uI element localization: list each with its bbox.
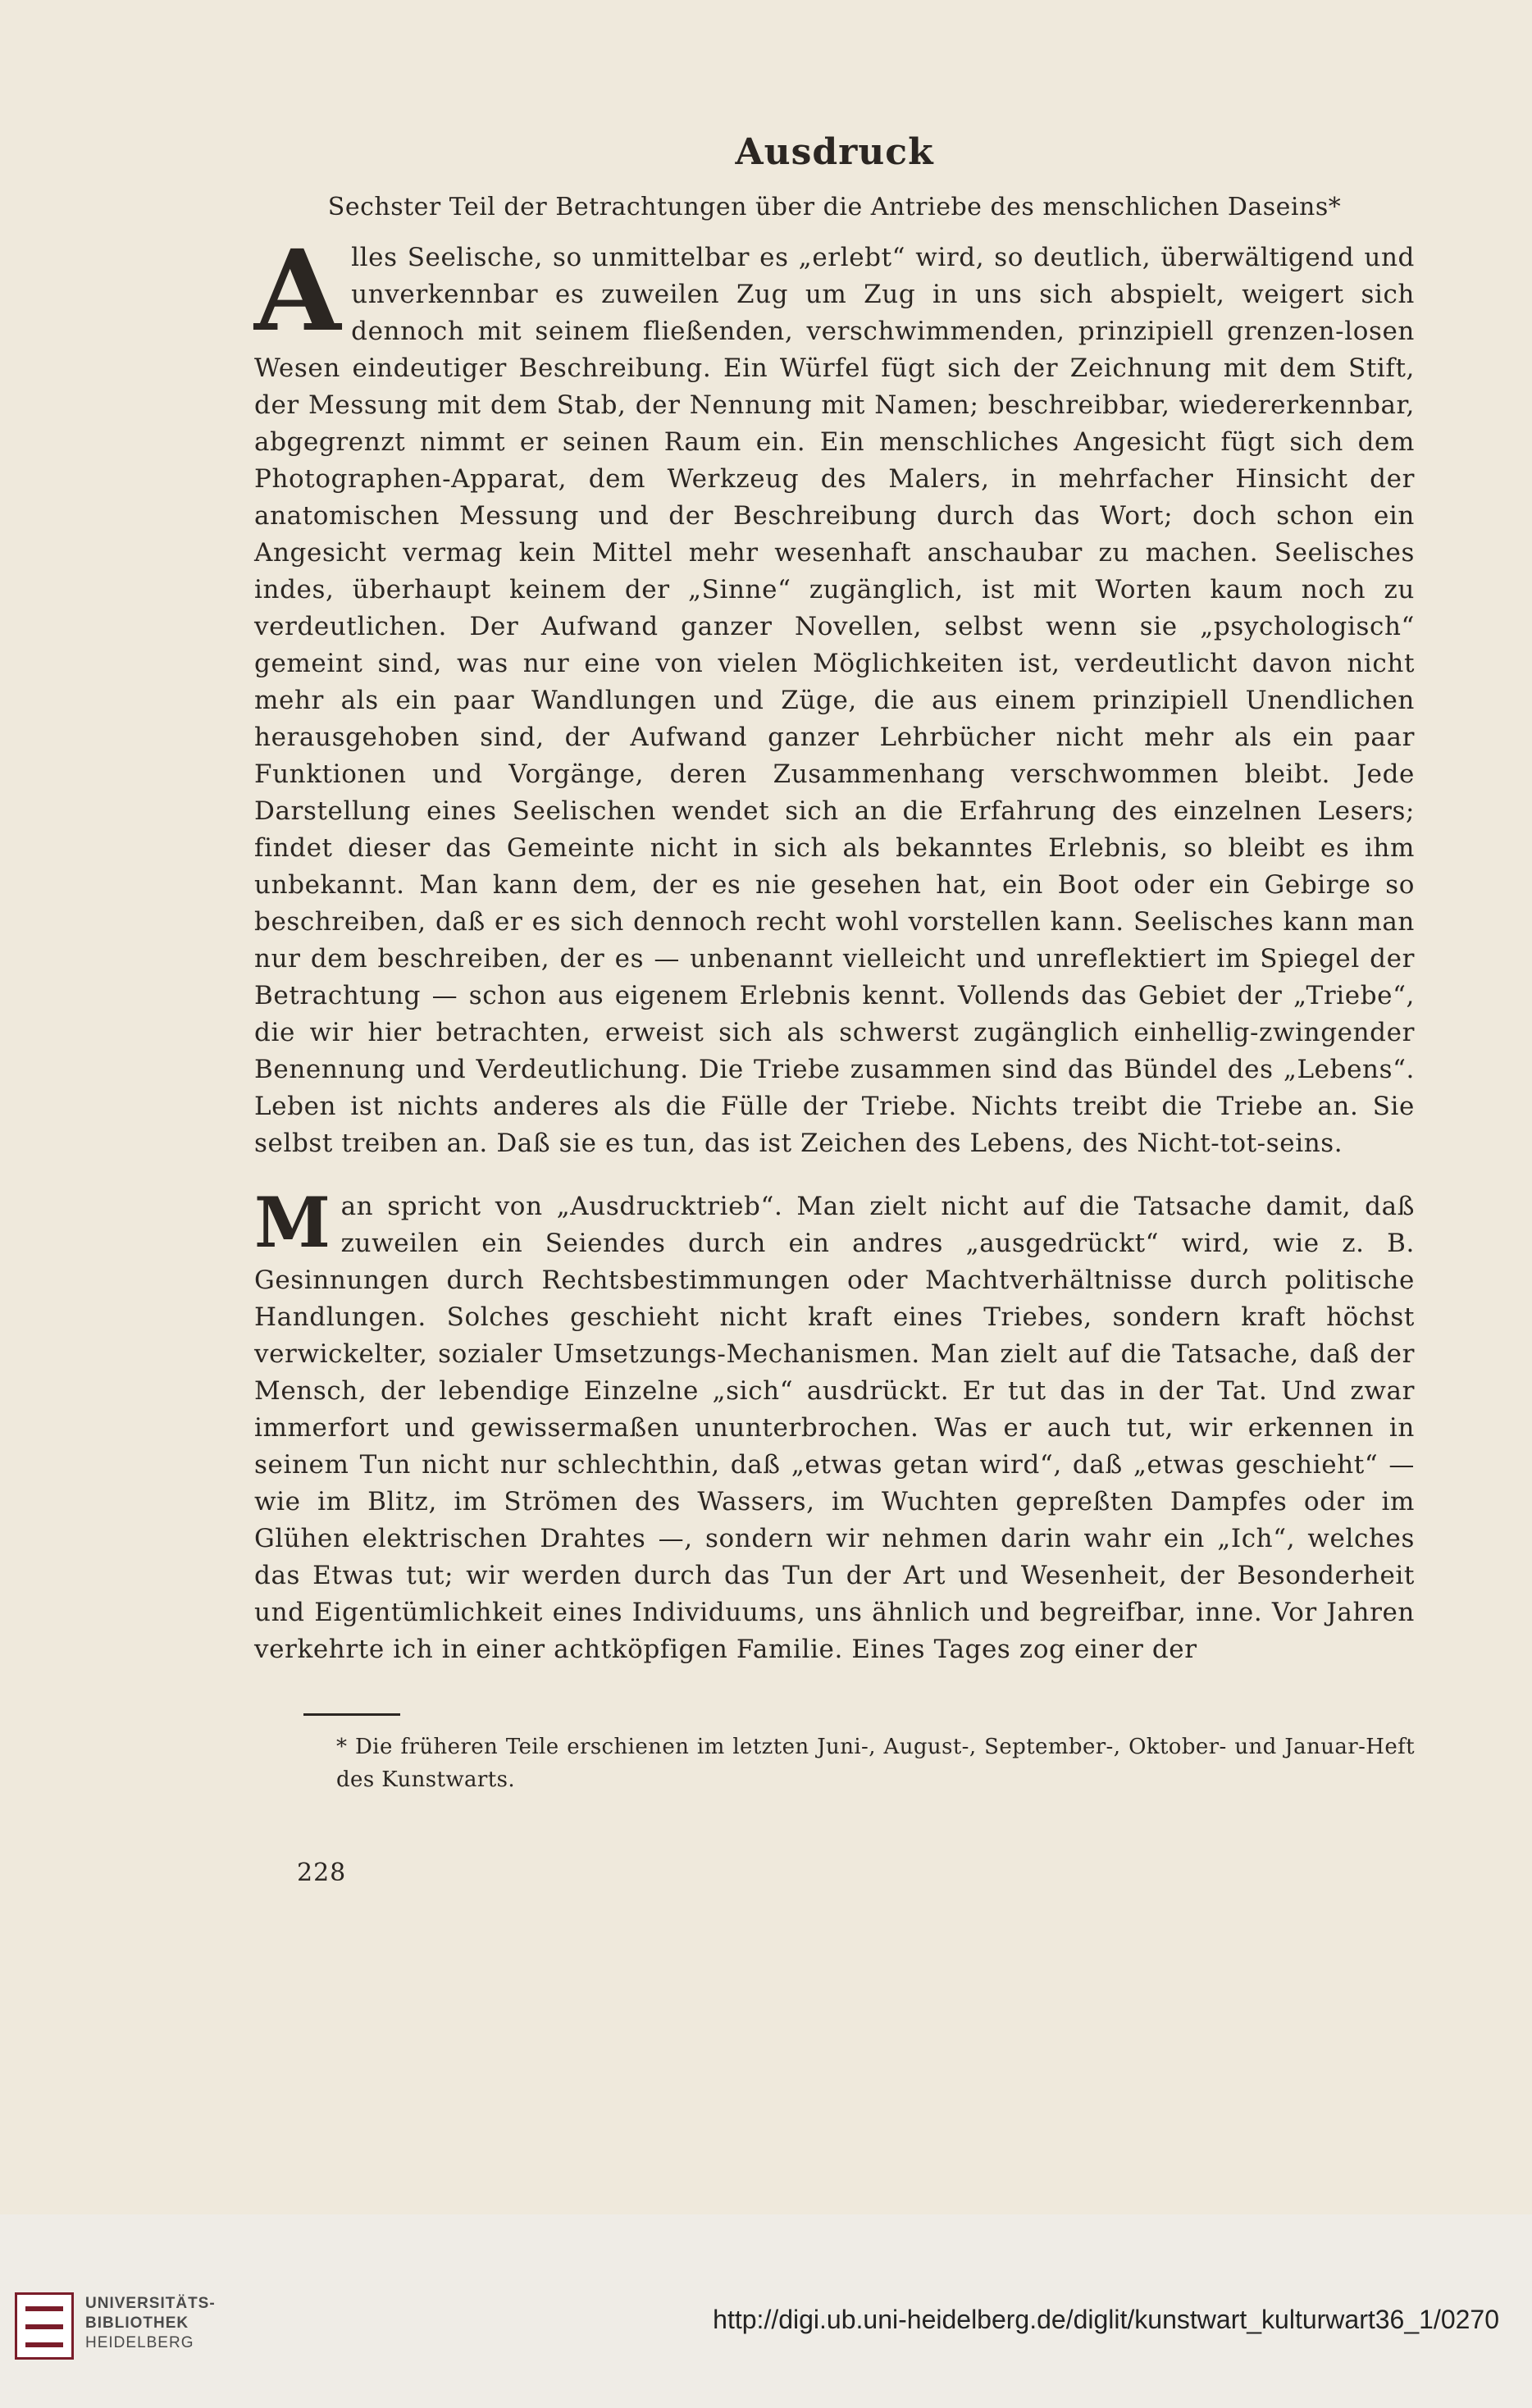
library-logo-icon[interactable] [15,2292,74,2360]
source-url-link[interactable]: http://digi.ub.uni-heidelberg.de/diglit/kunstwart_kulturwart36_1/0270 [713,2305,1499,2334]
footnote: * Die früheren Teile erschienen im letzten Juni-, August-, September-, Oktober- und Januar-Heft des Kunstwarts. [336,1735,1415,1792]
drop-cap-initial: M [254,1182,331,1263]
paragraph-text: lles Seelische, so unmittelbar es „erlebt“ wird, so deutlich, überwältigend und unverkennbar es zuweilen Zug um Zug in uns sich abspielt, weigert sich dennoch mit seinem fließenden, verschwimmenden, prinzipiell grenzen-losen Wesen eindeutiger Beschreibung. Ein Würfel fügt sich der Zeichnung mit dem Stift, der Messung mit dem Stab, der Nennung mit Namen; beschreibbar, wiedererkennbar, abgegrenzt nimmt er seinen Raum ein. Ein menschliches Angesicht fügt sich dem Photographen-Apparat, dem Werkzeug des Malers, in mehrfacher Hinsicht der anatomischen Messung und der Beschreibung durch das Wort; doch schon ein Angesicht vermag kein Mittel mehr wesenhaft anschaubar zu machen. Seelisches indes, überhaupt keinem der „Sinne“ zugänglich, ist mit Worten kaum noch zu verdeutlichen. Der Aufwand ganzer Novellen, selbst wenn sie „psychologisch“ gemeint sind, was nur eine von vielen Möglichkeiten ist, verdeutlicht davon nicht mehr als ein paar Wandlungen und Züge, die aus einem prinzipiell Unendlichen herausgehoben sind, der Aufwand ganzer Lehrbücher nicht mehr als ein paar Funktionen und Vorgänge, deren Zusammenhang verschwommen bleibt. Jede Darstellung eines Seelischen wendet sich an die Erfahrung des einzelnen Lesers; findet dieser das Gemeinte nicht in sich als bekanntes Erlebnis, so bleibt es ihm unbekannt. Man kann dem, der es nie gesehen hat, ein Boot oder ein Gebirge so beschreiben, daß er es sich dennoch recht wohl vorstellen kann. Seelisches kann man nur dem beschreiben, der es — unbenannt vielleicht und unreflektiert im Spiegel der Betrachtung — schon aus eigenem Erlebnis kennt. Vollends das Gebiet der „Triebe“, die wir hier betrachten, erweist sich als schwerst zugänglich einhellig-zwingender Benennung und Verdeutlichung. Die Triebe zusammen sind das Bündel des „Lebens“. Leben ist nichts anderes als die Fülle der Triebe. Nichts treibt die Triebe an. Sie selbst treiben an. Daß sie es tun, das ist Zeichen des Lebens, des Nicht-tot-seins. [254,243,1415,1158]
paragraph-text: an spricht von „Ausdrucktrieb“. Man zielt nicht auf die Tatsache damit, daß zuweilen ein Seiendes durch ein andres „ausgedrückt“ wird, wie z. B. Gesinnungen durch Rechtsbestimmungen oder Machtverhältnisse durch politische Handlungen. Solches geschieht nicht kraft eines Triebes, sondern kraft höchst verwickelter, sozialer Umsetzungs-Mechanismen. Man zielt auf die Tatsache, daß der Mensch, der lebendige Einzelne „sich“ ausdrückt. Er tut das in der Tat. Und zwar immerfort und gewissermaßen ununterbrochen. Was er auch tut, wir erkennen in seinem Tun nicht nur schlechthin, daß „etwas getan wird“, daß „etwas geschieht“ — wie im Blitz, im Strömen des Wassers, im Wuchten gepreßten Dampfes oder im Glühen elektrischen Drahtes —, sondern wir nehmen darin wahr ein „Ich“, welches das Etwas tut; wir werden durch das Tun der Art und Wesenheit, der Besonderheit und Eigentümlichkeit eines Individuums, uns ähnlich und begreifbar, inne. Vor Jahren verkehrte ich in einer achtköpfigen Familie. Eines Tages zog einer der [254,1192,1415,1664]
footnote-rule [303,1713,400,1716]
library-name-line: UNIVERSITÄTS- [85,2295,216,2312]
library-name-line: BIBLIOTHEK [85,2315,189,2332]
paragraph-2 [254,1182,1415,1668]
drop-cap-initial: A [254,226,342,357]
article-title: Ausdruck [735,131,934,173]
library-name-line: HEIDELBERG [85,2334,194,2351]
article-subtitle: Sechster Teil der Betrachtungen über die Antriebe des menschlichen Daseins* [327,193,1342,221]
page-number: 228 [297,1858,347,1887]
page-content [254,131,1415,1887]
library-name [85,2294,216,2353]
paragraph-1 [254,226,1415,1162]
